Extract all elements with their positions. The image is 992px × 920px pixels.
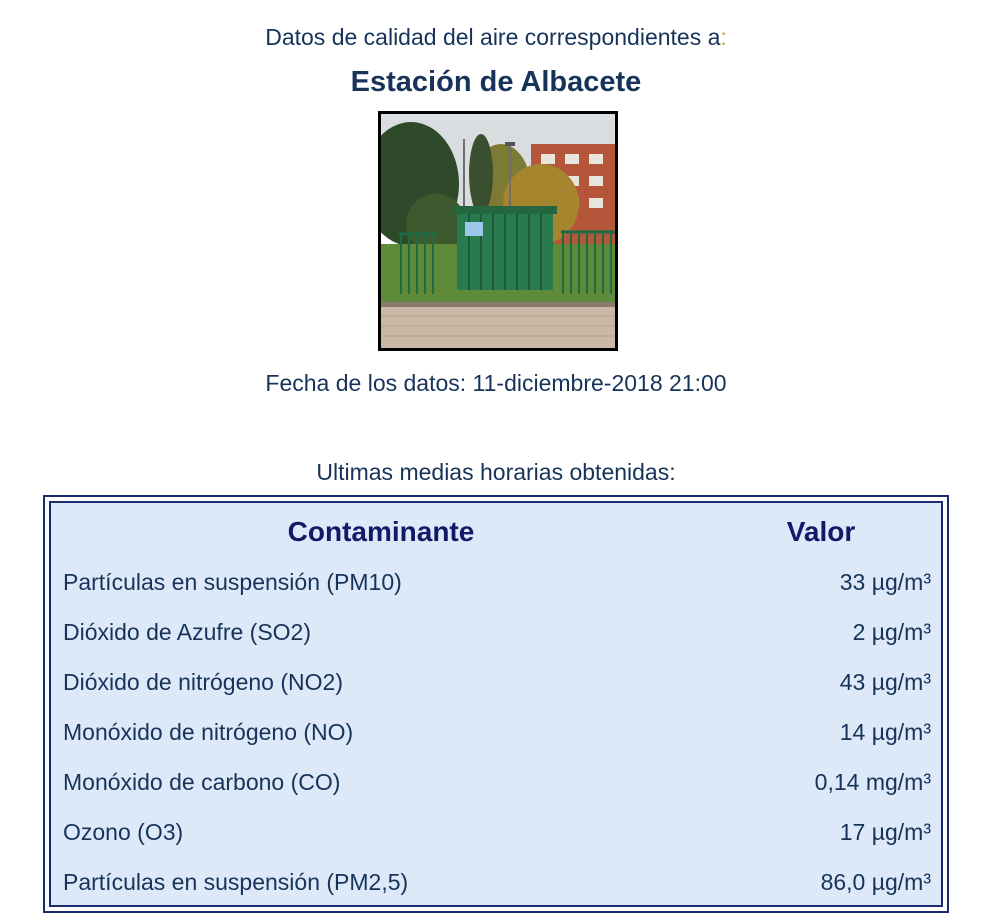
pollutant-value: 33 µg/m³ <box>839 569 931 595</box>
pollutant-name: Partículas en suspensión (PM2,5) <box>63 869 409 895</box>
table-row <box>51 607 941 657</box>
pollutant-table <box>43 495 949 913</box>
table-row <box>51 707 941 757</box>
hourly-subtitle: Ultimas medias horarias obtenidas: <box>316 459 676 485</box>
pollutant-value: 2 µg/m³ <box>852 619 931 645</box>
table-row <box>51 657 941 707</box>
pollutant-value: 0,14 mg/m³ <box>814 769 931 795</box>
data-date: Fecha de los datos: 11-diciembre-2018 21:00 <box>265 370 727 396</box>
station-photo-image <box>381 114 615 348</box>
pollutant-name: Monóxido de carbono (CO) <box>63 769 341 795</box>
intro-colon: : <box>720 24 727 50</box>
table-row <box>51 857 941 907</box>
table-row <box>51 557 941 607</box>
pollutant-name: Monóxido de nitrógeno (NO) <box>63 719 354 745</box>
station-title: Estación de Albacete <box>350 66 642 98</box>
pollutant-table-body <box>49 501 943 907</box>
table-row <box>51 807 941 857</box>
intro-label: Datos de calidad del aire correspondientes a <box>265 24 721 50</box>
header-pollutant: Contaminante <box>287 516 475 547</box>
pollutant-value: 14 µg/m³ <box>839 719 931 745</box>
station-photo <box>378 111 618 351</box>
pollutant-value: 17 µg/m³ <box>839 819 931 845</box>
pollutant-name: Dióxido de Azufre (SO2) <box>63 619 312 645</box>
pollutant-name: Dióxido de nitrógeno (NO2) <box>63 669 343 695</box>
pollutant-name: Ozono (O3) <box>63 819 184 845</box>
pollutant-value: 43 µg/m³ <box>839 669 931 695</box>
pollutant-value: 86,0 µg/m³ <box>820 869 931 895</box>
header-value: Valor <box>786 516 856 547</box>
pollutant-name: Partículas en suspensión (PM10) <box>63 569 402 595</box>
table-row <box>51 757 941 807</box>
intro-text <box>0 20 992 54</box>
